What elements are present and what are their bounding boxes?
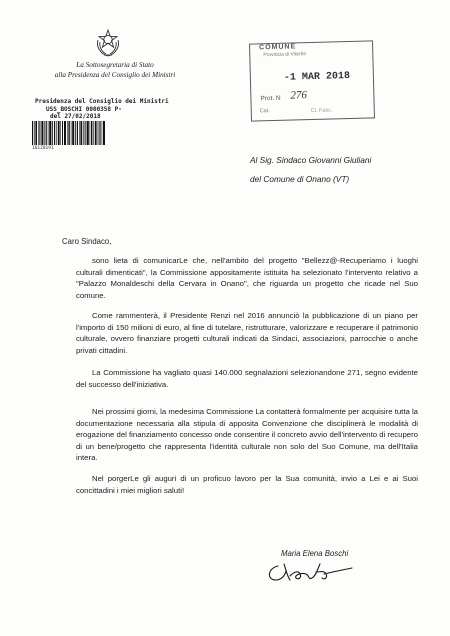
stamp-date: -1 MAR 2018 (283, 71, 351, 84)
stamp-prot-number: 276 (290, 89, 308, 102)
stamp-prot-label: Prot. N (260, 94, 281, 103)
stamp-cat-label: Cat. (259, 108, 270, 115)
recipient-line-1: Al Sig. Sindaco Giovanni Giuliani (250, 155, 372, 165)
stamp-comune: COMUNE (259, 43, 297, 52)
paragraph-3 (76, 367, 418, 390)
protocol-line-1: Presidenza del Consiglio dei Ministri (35, 98, 169, 105)
protocol-line-3: del 27/02/2018 (50, 113, 101, 121)
barcode (32, 121, 106, 145)
protocol-line-2: USS_BOSCHI 0000358 P- (46, 105, 122, 113)
stamp-extra: Cl. Fasc. (310, 107, 333, 115)
barcode-number: 16128191 (32, 146, 54, 151)
paragraph-4-text: Nei prossimi giorni, la medesima Commissione La contatterà formalmente per acquisire tutta la documentazione necessaria alla stipula di apposita Convenzione che disciplinerà le modalità di erogazione del finanziamento concesso onde consentire il concreto avvio dell'intervento di recupero di un bene/progetto che rappresenta l'identità culturale non solo del Suo Comune, ma dell'Italia intera. (76, 407, 418, 462)
letterhead-line-2: alla Presidenza del Consiglio dei Ministri (54, 71, 176, 79)
paragraph-3-text: La Commissione ha vagliato quasi 140.000 segnalazioni selezionandone 271, segno evidente del successo dell'iniziativa. (76, 368, 418, 389)
italian-republic-emblem-icon (94, 28, 122, 58)
paragraph-5-text: Nel porgerLe gli auguri di un proficuo lavoro per la Sua comunità, invio a Lei e ai Suoi concittadini i miei migliori saluti! (76, 474, 418, 495)
paragraph-4 (76, 406, 418, 464)
paragraph-1 (76, 255, 418, 301)
reception-stamp (249, 40, 375, 121)
signatory-name: Maria Elena Boschi (281, 549, 349, 558)
recipient-line-2: del Comune di Onano (VT) (250, 174, 350, 184)
letterhead-line-1: La Sottosegretaria di Stato (76, 61, 154, 69)
handwritten-signature (264, 558, 356, 586)
protocol-block (34, 98, 169, 121)
paragraph-2 (76, 310, 418, 356)
paragraph-2-text: Come rammenterà, il Presidente Renzi nel 2016 annunciò la pubblicazione di un piano per l'importo di 150 milioni di euro, al fine di tutelare, ristrutturare, valorizzare e recuperare il patrimonio culturale, ovvero finanziare progetti culturali indicati da Sindaci, associazioni, parrocchie o anche privati cittadini. (76, 311, 418, 355)
paragraph-5 (76, 473, 418, 496)
stamp-provincia: Provincia di Viterbo (263, 51, 307, 59)
paragraph-1-text: sono lieta di comunicarLe che, nell'ambito del progetto "Bellezz@-Recuperiamo i luoghi culturali dimenticati", la Commissione appositamente istituita ha selezionato l'intervento relativo a "Palazzo Monaldeschi della Cervara in Onano", che riguarda un progetto che ricade nel Suo comune. (76, 256, 418, 300)
salutation: Caro Sindaco, (62, 237, 112, 246)
letterhead-office (40, 60, 190, 80)
